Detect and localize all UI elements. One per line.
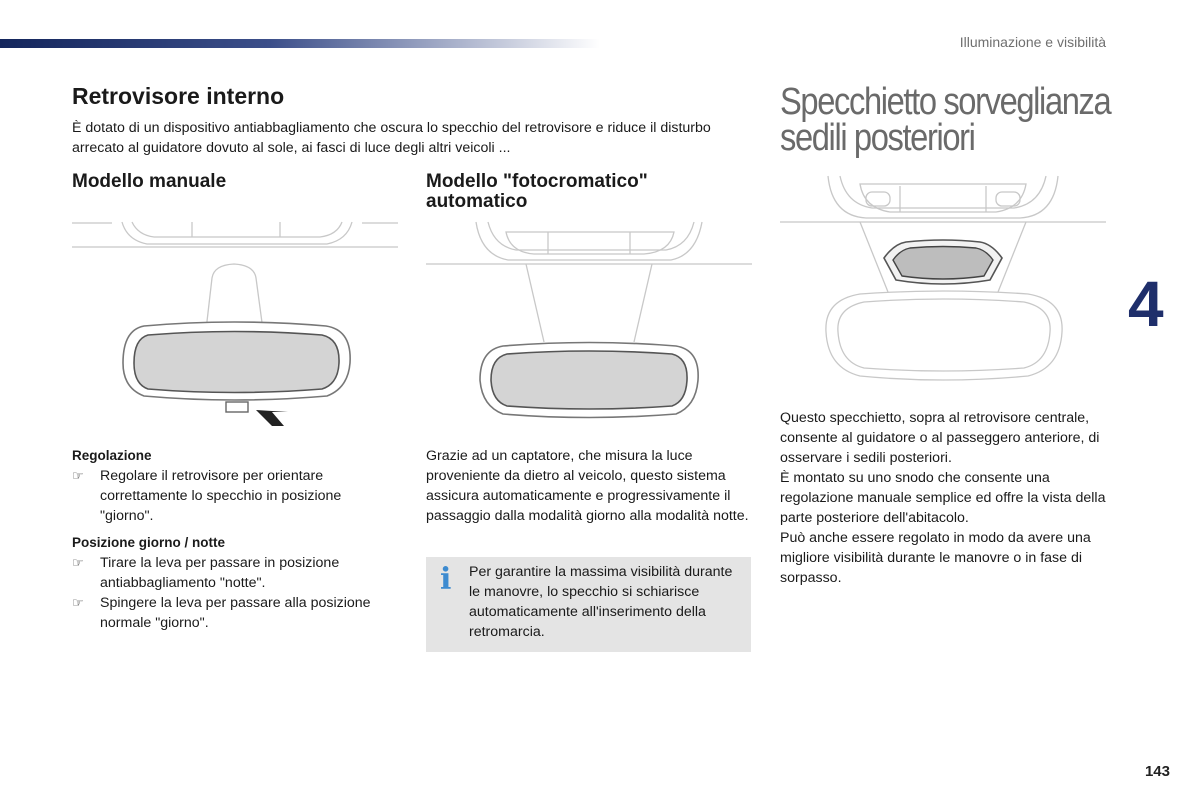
position-label: Posizione giorno / notte bbox=[72, 535, 225, 550]
section-title: Illuminazione e visibilità bbox=[959, 34, 1106, 50]
pointing-hand-icon: ☞ bbox=[72, 468, 84, 483]
manual-mirror-illustration bbox=[72, 218, 398, 433]
adjust-steps bbox=[72, 466, 392, 526]
surveillance-mirror-illustration bbox=[780, 172, 1106, 390]
header-gradient-bar bbox=[0, 39, 600, 48]
page-number: 143 bbox=[1144, 763, 1170, 780]
section-heading-rearview: Retrovisore interno bbox=[72, 83, 285, 109]
pointing-hand-icon: ☞ bbox=[72, 555, 84, 570]
auto-mirror-illustration bbox=[426, 218, 752, 428]
list-item: ☞ Regolare il retrovisore per orientare correttamente lo specchio in posizione "giorno". bbox=[72, 468, 342, 524]
right-title-line-1: Specchietto sorveglianza bbox=[780, 81, 1111, 123]
right-title-line-2: sedili posteriori bbox=[780, 117, 975, 159]
subheading-auto: Modello "fotocromatico" automatico bbox=[426, 171, 648, 212]
info-icon: i bbox=[440, 562, 452, 597]
auto-description: Grazie ad un captatore, che misura la luce proveniente da dietro al veicolo, questo sistema assicura automaticamente e progressivamente il passaggio dalla modalità giorno alla modalità notte. bbox=[426, 448, 749, 524]
right-description bbox=[780, 408, 1120, 588]
list-item: ☞ Tirare la leva per passare in posizione antiabbagliamento "notte". bbox=[72, 555, 340, 591]
adjust-label: Regolazione bbox=[72, 448, 152, 463]
chapter-number: 4 bbox=[1128, 268, 1164, 340]
list-item: ☞ Spingere la leva per passare alla posizione normale "giorno". bbox=[72, 595, 371, 631]
info-text: Per garantire la massima visibilità durante le manovre, lo specchio si schiarisce automaticamente all'inserimento della retromarcia. bbox=[469, 564, 733, 640]
right-title bbox=[780, 81, 1111, 159]
paragraph: Questo specchietto, sopra al retrovisore centrale, consente al guidatore o al passeggero anteriore, di osservare i sedili posteriori. bbox=[780, 410, 1100, 466]
info-box bbox=[426, 557, 751, 652]
pointing-hand-icon: ☞ bbox=[72, 595, 84, 610]
intro-paragraph: È dotato di un dispositivo antiabbagliamento che oscura lo specchio del retrovisore e riduce il disturbo arrecato al guidatore dovuto al sole, ai fasci di luce degli altri veicoli ... bbox=[72, 120, 711, 156]
position-steps bbox=[72, 553, 402, 633]
subheading-manual: Modello manuale bbox=[72, 171, 227, 192]
paragraph: Può anche essere regolato in modo da avere una migliore visibilità durante le manovre o in fase di sorpasso. bbox=[780, 530, 1091, 586]
paragraph: È montato su uno snodo che consente una regolazione manuale semplice ed offre la vista della parte posteriore dell'abitacolo. bbox=[780, 470, 1106, 526]
